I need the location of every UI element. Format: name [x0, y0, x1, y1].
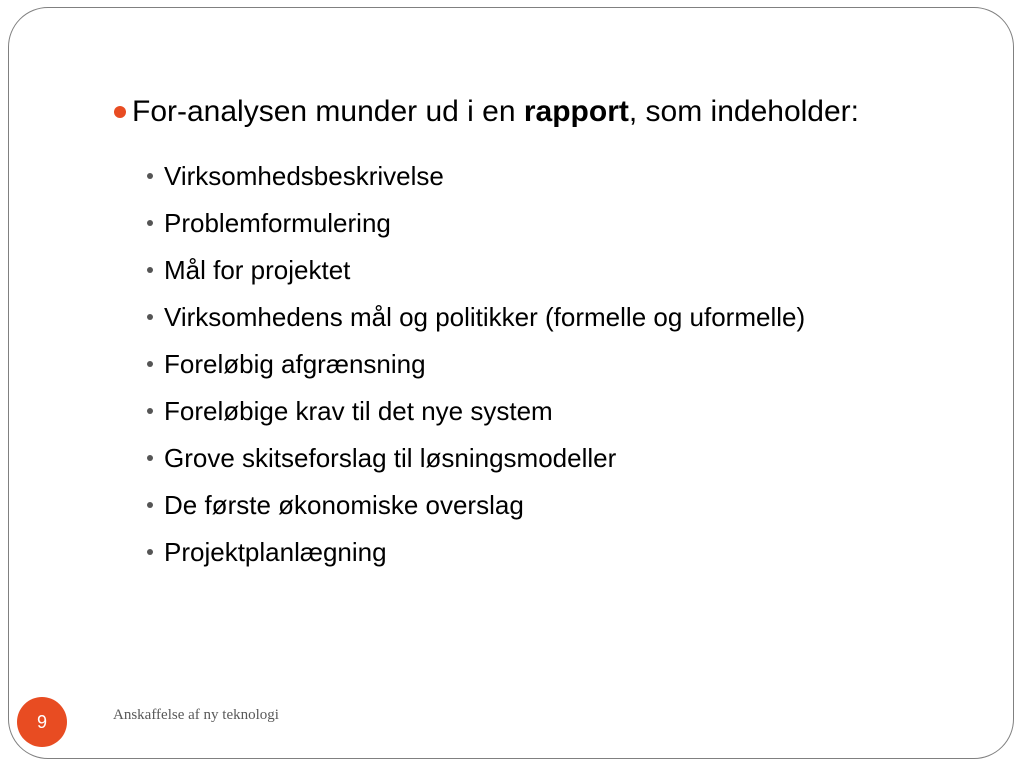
main-bullet	[112, 90, 892, 134]
page-number-badge: 9	[17, 697, 67, 747]
sub-bullet-item	[144, 344, 864, 384]
main-bullet-icon	[114, 106, 126, 118]
sub-bullet-list	[112, 156, 892, 572]
sub-bullet-item	[144, 156, 864, 196]
bullet-dot-icon	[147, 455, 153, 461]
sub-bullet-text: Problemformulering	[164, 208, 391, 238]
main-bullet-text-after: , som indeholder:	[628, 95, 860, 128]
sub-bullet-text: De første økonomiske overslag	[164, 490, 524, 520]
bullet-dot-icon	[147, 549, 153, 555]
sub-bullet-text: Virksomhedens mål og politikker (formelle og uformelle)	[164, 302, 806, 332]
sub-bullet-item	[144, 203, 864, 243]
bullet-dot-icon	[147, 267, 153, 273]
sub-bullet-text: Mål for projektet	[164, 255, 351, 285]
sub-bullet-item	[144, 438, 864, 478]
bullet-dot-icon	[147, 220, 153, 226]
footer-text: Anskaffelse af ny teknologi	[113, 707, 279, 723]
sub-bullet-text: Foreløbige krav til det nye system	[164, 396, 553, 426]
bullet-dot-icon	[147, 408, 153, 414]
sub-bullet-text: Virksomhedsbeskrivelse	[164, 161, 444, 191]
sub-bullet-text: Grove skitseforslag til løsningsmodeller	[164, 443, 617, 473]
bullet-dot-icon	[147, 361, 153, 367]
sub-bullet-item	[144, 532, 864, 572]
main-bullet-bold-word: rapport	[523, 95, 629, 128]
sub-bullet-item	[144, 297, 864, 337]
main-bullet-text-before: For-analysen munder ud i en	[132, 95, 524, 128]
bullet-dot-icon	[147, 502, 153, 508]
sub-bullet-text: Projektplanlægning	[164, 537, 387, 567]
sub-bullet-item	[144, 485, 864, 525]
sub-bullet-item	[144, 250, 864, 290]
bullet-dot-icon	[147, 173, 153, 179]
bullet-dot-icon	[147, 314, 153, 320]
slide-content	[112, 90, 892, 579]
sub-bullet-item	[144, 391, 864, 431]
sub-bullet-text: Foreløbig afgrænsning	[164, 349, 426, 379]
